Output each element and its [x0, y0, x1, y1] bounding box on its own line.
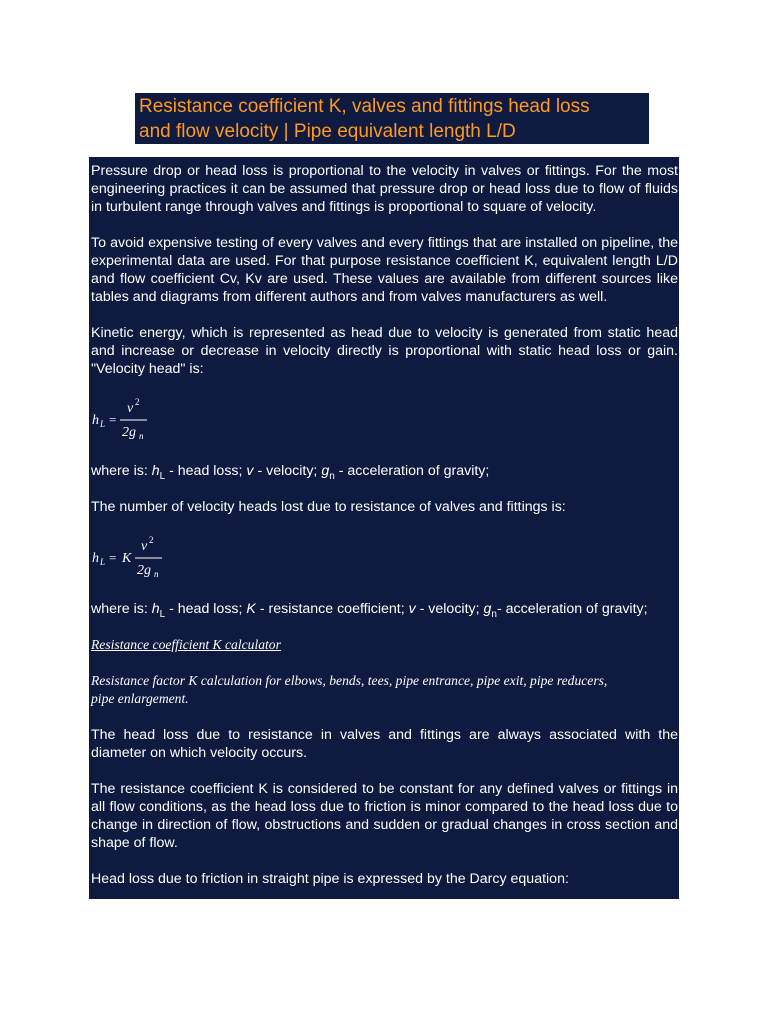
legend2-g-desc: - acceleration of gravity; [496, 601, 648, 617]
article-body [89, 157, 679, 899]
paragraph-diameter: The head loss due to resistance in valves and fittings are always associated with the diameter on which velocity occurs. [91, 727, 678, 761]
legend1-g-symbol: g [321, 463, 330, 479]
formula-velocity-head-svg [91, 388, 211, 446]
formula-head-loss-k [91, 526, 678, 584]
legend1-g-sub: n [329, 470, 335, 482]
formula1-denominator: 2g [122, 425, 136, 440]
k-calculator-link[interactable]: Resistance coefficient K calculator [91, 637, 281, 652]
formula1-numerator: v [127, 401, 134, 416]
legend2-g-symbol: g [483, 601, 492, 617]
legend1-v-symbol: v [246, 463, 254, 479]
legend2-v-desc: - velocity; [415, 601, 484, 617]
legend-head-loss-k [91, 600, 678, 618]
title-line-1: Resistance coefficient K, valves and fittings head loss [139, 96, 590, 117]
legend2-k-desc: - resistance coefficient; [255, 601, 409, 617]
k-factor-link-line-2[interactable]: pipe enlargement. [91, 691, 189, 706]
legend1-v-desc: - velocity; [253, 463, 322, 479]
legend1-prefix: where is: [91, 463, 152, 479]
paragraph-constant-k: The resistance coefficient K is considered to be constant for any defined valves or fittings in all flow conditions, as the head loss due to friction is minor compared to the head loss due to change in direction of flow, obstructions and sudden or gradual changes in cross section and shape of flow. [91, 781, 678, 851]
legend2-hl-sub: L [159, 608, 166, 620]
legend2-g-sub: n [491, 608, 497, 620]
legend2-hl-desc: - head loss; [165, 601, 247, 617]
page-title [135, 93, 649, 144]
legend1-hl-sub: L [159, 470, 166, 482]
formula1-denominator-sub: n [139, 431, 144, 441]
paragraph-intro: Pressure drop or head loss is proportional to the velocity in valves or fittings. For the most engineering practices it can be assumed that pressure drop or head loss due to flow of fluids in turbulent range through valves and fittings is proportional to square of velocity. [91, 163, 678, 215]
formula2-k: K [122, 551, 132, 566]
formula1-equals: = [109, 412, 117, 427]
legend2-hl-symbol: h [151, 601, 160, 617]
legend-velocity-head [91, 462, 678, 480]
formula2-numerator: v [141, 539, 148, 554]
formula2-equals: = [109, 550, 117, 565]
legend2-k-symbol: K [246, 601, 256, 617]
formula2-denominator: 2g [137, 563, 151, 578]
paragraph-kinetic-energy: Kinetic energy, which is represented as head due to velocity is generated from static head and increase or decrease in velocity directly is proportional with static head loss or gain. "Velocity head" is: [91, 325, 678, 377]
legend1-hl-symbol: h [151, 463, 160, 479]
legend2-v-symbol: v [408, 601, 416, 617]
formula1-numerator-sup: 2 [135, 397, 140, 407]
legend1-g-desc: - acceleration of gravity; [334, 463, 490, 479]
formula1-lhs-sub: L [100, 419, 106, 429]
formula2-lhs: h [92, 551, 99, 566]
paragraph-testing: To avoid expensive testing of every valves and every fittings that are installed on pipeline, the experimental data are used. For that purpose resistance coefficient K, equivalent length L/D and flow coefficient Cv, Kv are used. These values are available from different sources like tables and diagrams from different authors and from valves manufacturers as well. [91, 235, 678, 305]
k-factor-link-line-1[interactable]: Resistance factor K calculation for elbows, bends, tees, pipe entrance, pipe exit, pipe reducers, [91, 673, 608, 688]
formula1-lhs: h [92, 413, 99, 428]
formula2-numerator-sup: 2 [149, 535, 154, 545]
formula2-denominator-sub: n [154, 569, 159, 579]
formula-head-loss-k-svg [91, 526, 231, 584]
formula2-lhs-sub: L [100, 557, 106, 567]
legend1-hl-desc: - head loss; [165, 463, 247, 479]
title-line-2: and flow velocity | Pipe equivalent length L/D [139, 121, 516, 142]
paragraph-darcy: Head loss due to friction in straight pipe is expressed by the Darcy equation: [91, 871, 569, 887]
legend2-prefix: where is: [91, 601, 152, 617]
paragraph-velocity-heads-lost: The number of velocity heads lost due to resistance of valves and fittings is: [91, 499, 566, 515]
formula-velocity-head [91, 388, 678, 446]
